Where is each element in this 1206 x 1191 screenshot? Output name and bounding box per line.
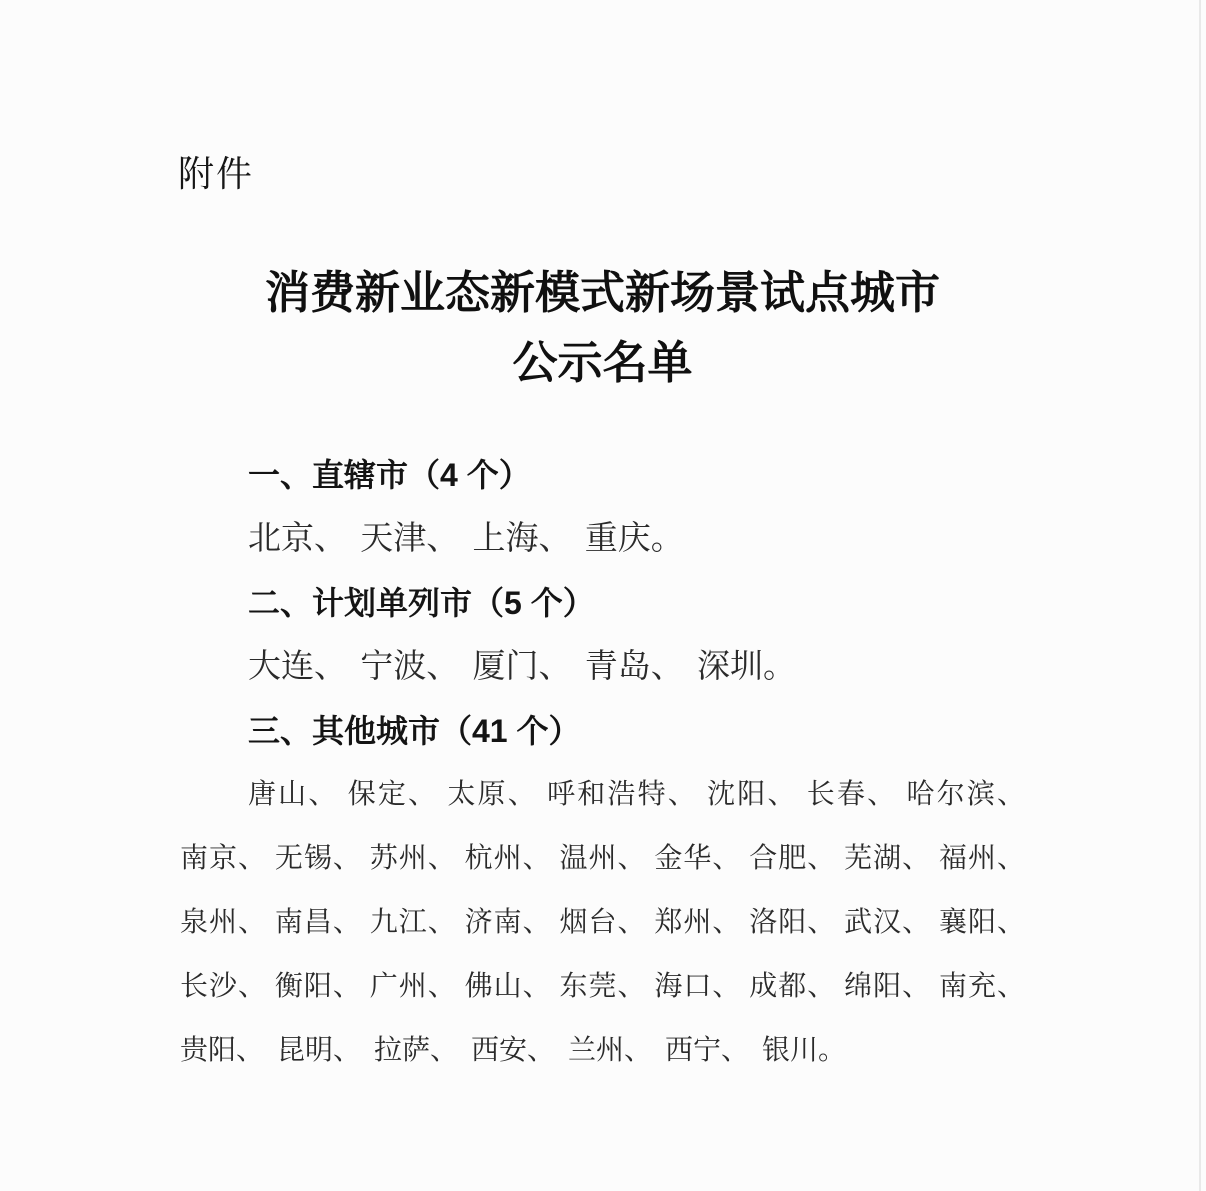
city-list-line-2: 南京、 无锡、 苏州、 杭州、 温州、 金华、 合肥、 芜湖、 福州、 <box>180 843 1025 874</box>
section-3-heading: 三、其他城市（41 个） <box>248 713 581 749</box>
document-title-line1: 消费新业态新模式新场景试点城市 <box>264 268 940 318</box>
document-title-line2: 公示名单 <box>512 338 693 388</box>
section-2-heading: 二、计划单列市（5 个） <box>248 585 595 621</box>
city-list-line-3: 泉州、 南昌、 九江、 济南、 烟台、 郑州、 洛阳、 武汉、 襄阳、 <box>180 907 1025 938</box>
scan-edge-shadow <box>1199 0 1201 1191</box>
document-body <box>180 443 1025 1083</box>
section-1-body: 北京、 天津、 上海、 重庆。 <box>248 521 684 557</box>
city-list-line-4: 长沙、 衡阳、 广州、 佛山、 东莞、 海口、 成都、 绵阳、 南充、 <box>180 971 1025 1002</box>
city-list-line-1: 唐山、 保定、 太原、 呼和浩特、 沈阳、 长春、 哈尔滨、 <box>248 779 1025 810</box>
section-1-heading: 一、直辖市（4 个） <box>248 457 531 493</box>
city-list-line-5: 贵阳、 昆明、 拉萨、 西安、 兰州、 西宁、 银川。 <box>180 1035 847 1066</box>
attachment-label: 附件 <box>178 153 255 194</box>
section-2-body: 大连、 宁波、 厦门、 青岛、 深圳。 <box>248 649 796 685</box>
document-title <box>180 258 1025 398</box>
